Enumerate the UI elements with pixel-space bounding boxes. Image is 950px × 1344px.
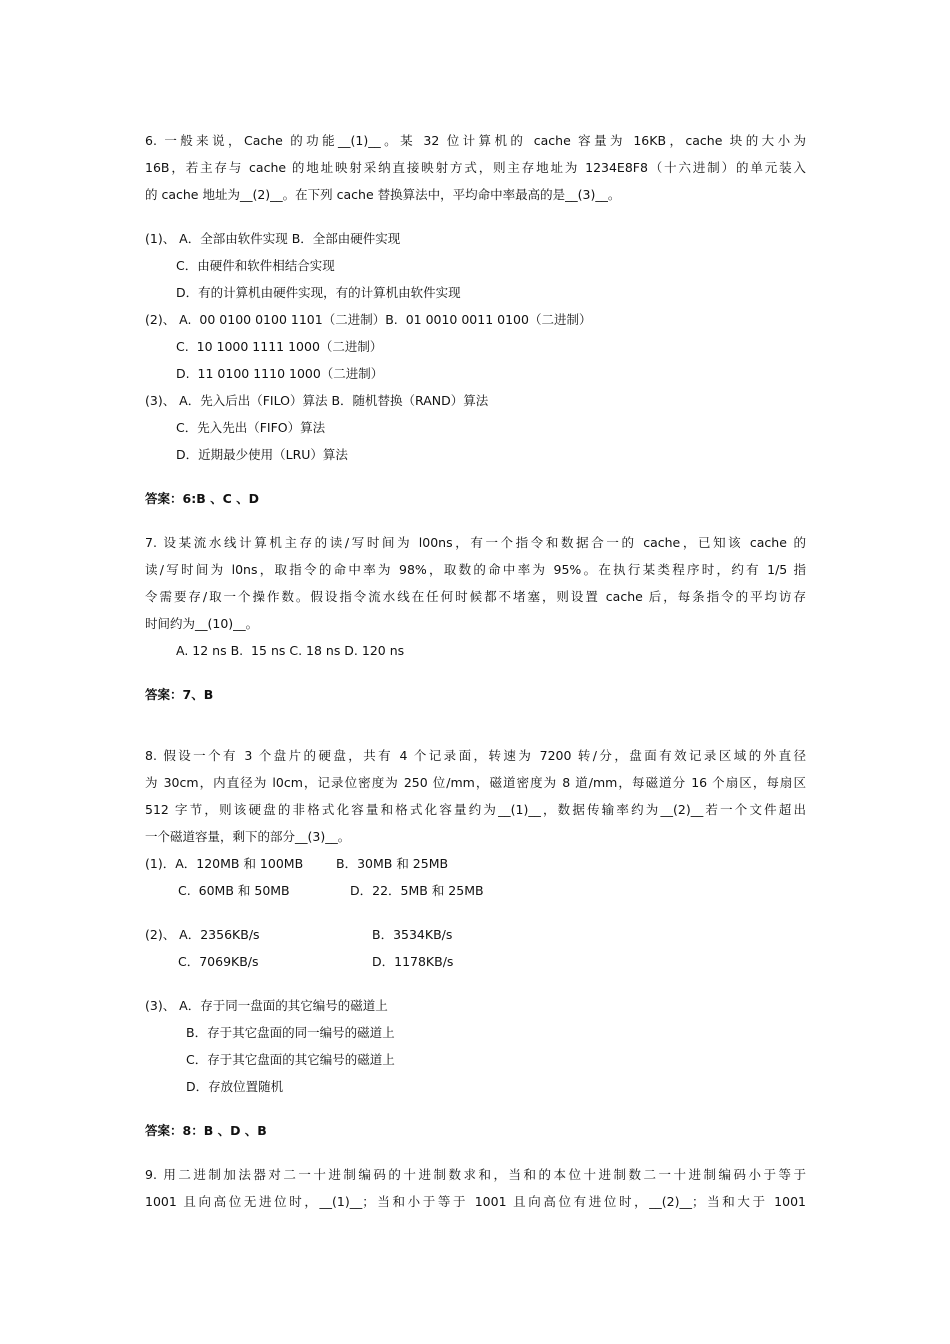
q8-p3-option-c: C．存于其它盘面的其它编号的磁道上 <box>186 1052 395 1067</box>
q6-stem-line-2: 16B，若主存与 cache 的地址映射采纳直接映射方式，则主存地址为 1234E8F8（十六进制）的单元装入 <box>145 160 806 175</box>
q6-option-3c: C．先入先出（FIFO）算法 <box>176 420 326 435</box>
q9-stem-line-1: 9. 用二进制加法器对二一十进制编码的十进制数求和，当和的本位十进制数二一十进制编码小于等于 <box>145 1167 806 1182</box>
q8-p3-option-b: B．存于其它盘面的同一编号的磁道上 <box>186 1025 395 1040</box>
q6-option-3: (3)、 A．先入后出（FILO）算法 B．随机替换（RAND）算法 <box>145 393 489 408</box>
q8-p1-option-d: D．22．5MB 和 25MB <box>350 883 484 898</box>
q8-stem-line-1: 8. 假设一个有 3 个盘片的硬盘，共有 4 个记录面，转速为 7200 转/分，盘面有效记录区域的外直径 <box>145 748 806 763</box>
q8-p2-option-a: (2)、 A．2356KB/s <box>145 927 260 942</box>
q6-option-2c: C. 10 1000 1111 1000（二进制） <box>176 339 383 354</box>
q8-p2-option-d: D．1178KB/s <box>372 954 454 969</box>
q6-stem-line-3: 的 cache 地址为__(2)__。在下列 cache 替换算法中，平均命中率最高的是__(3)__。 <box>145 187 621 202</box>
q9-stem-line-2: 1001 且向高位无进位时，__(1)__；当和小于等于 1001 且向高位有进位时，__(2)__；当和大于 1001 <box>145 1194 806 1209</box>
q7-stem-line-1: 7. 设某流水线计算机主存的读/写时间为 l00ns，有一个指令和数据合一的 cache，已知该 cache 的 <box>145 535 806 550</box>
q8-p1-option-c: C. 60MB 和 50MB <box>178 883 290 898</box>
q8-p2-option-b: B．3534KB/s <box>372 927 453 942</box>
q6-option-1: (1)、 A．全部由软件实现 B．全部由硬件实现 <box>145 231 401 246</box>
q6-answer: 答案：6:B 、C 、D <box>145 491 259 506</box>
q7-stem-line-2: 读/写时间为 l0ns，取指令的命中率为 98%，取数的命中率为 95%。在执行某类程序时，约有 1/5 指 <box>145 562 806 577</box>
q8-p2-option-c: C．7069KB/s <box>178 954 259 969</box>
q8-stem-line-4: 一个磁道容量，剩下的部分__(3)__。 <box>145 829 351 844</box>
q8-p3-option-d: D．存放位置随机 <box>186 1079 284 1094</box>
q6-option-2d: D. 11 0100 1110 1000（二进制） <box>176 366 384 381</box>
q8-p1-option-b: B．30MB 和 25MB <box>336 856 449 871</box>
q8-stem-line-2: 为 30cm，内直径为 l0cm，记录位密度为 250 位/mm，磁道密度为 8 道/mm，每磁道分 16 个扇区，每扇区 <box>145 775 806 790</box>
q8-answer: 答案：8：B 、D 、B <box>145 1123 267 1138</box>
q6-option-3d: D．近期最少使用（LRU）算法 <box>176 447 348 462</box>
q6-option-1d: D．有的计算机由硬件实现，有的计算机由软件实现 <box>176 285 461 300</box>
q7-options: A. 12 ns B. 15 ns C. 18 ns D. 120 ns <box>176 643 405 658</box>
q7-answer: 答案：7、B <box>145 687 214 702</box>
q7-stem-line-4: 时间约为__(10)__。 <box>145 616 259 631</box>
q7-stem-line-3: 令需要存/取一个操作数。假设指令流水线在任何时候都不堵塞，则设置 cache 后，每条指令的平均访存 <box>145 589 806 604</box>
q8-stem-line-3: 512 字节，则该硬盘的非格式化容量和格式化容量约为__(1)__，数据传输率约为__(2)__若一个文件超出 <box>145 802 806 817</box>
q6-option-1c: C．由硬件和软件相结合实现 <box>176 258 335 273</box>
q8-p1-option-a: (1)．A．120MB 和 100MB <box>145 856 304 871</box>
q6-option-2: (2)、 A. 00 0100 0100 1101（二进制）B. 01 0010 0011 0100（二进制） <box>145 312 592 327</box>
q6-stem-line-1: 6. 一般来说，Cache 的功能__(1)__。某 32 位计算机的 cache 容量为 16KB，cache 块的大小为 <box>145 133 806 148</box>
q8-p3-option-a: (3)、 A．存于同一盘面的其它编号的磁道上 <box>145 998 388 1013</box>
